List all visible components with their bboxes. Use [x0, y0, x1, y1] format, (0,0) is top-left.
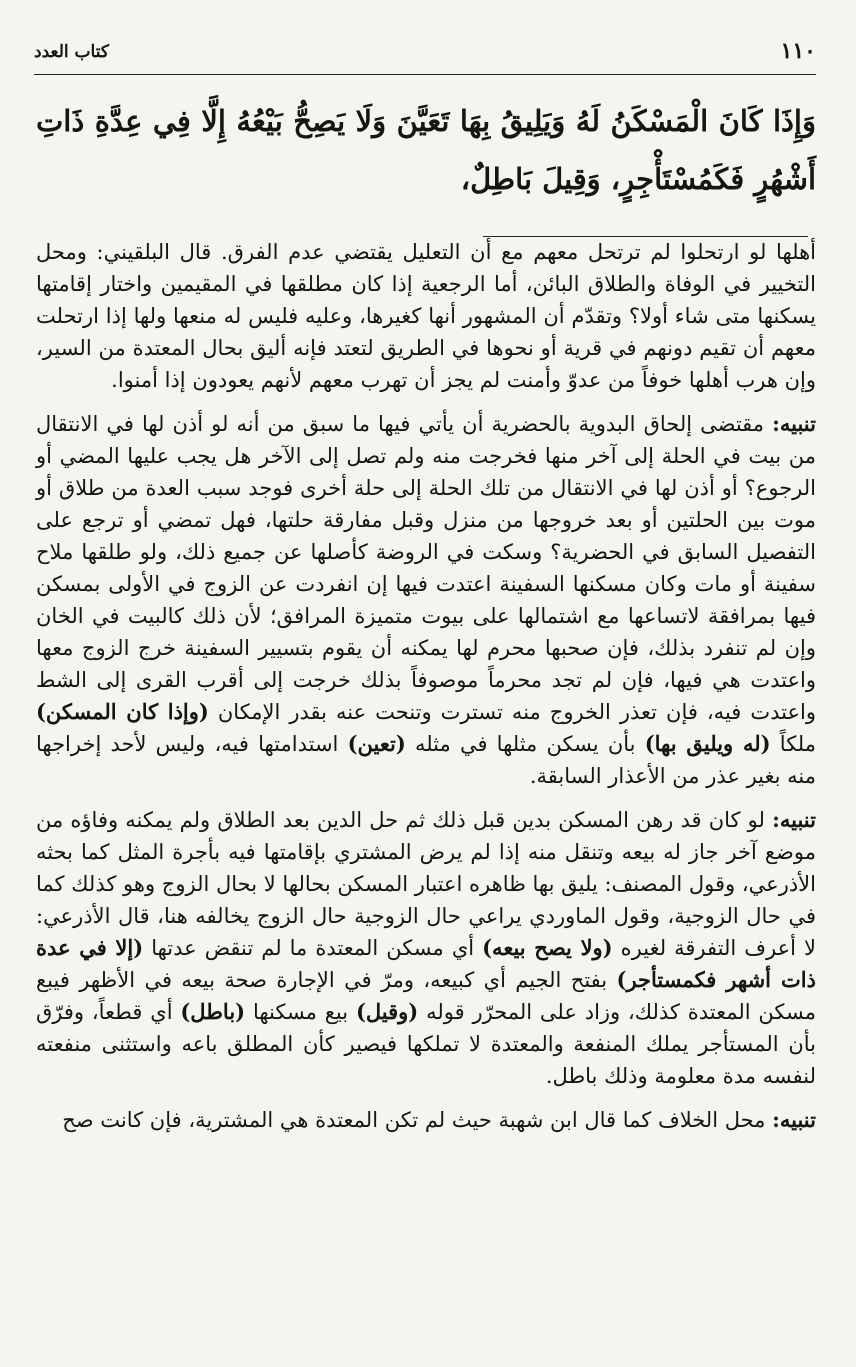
commentary-paragraph [36, 408, 816, 792]
matn-quote: (إلا في عدة ذات أشهر فكمستأجر) [36, 935, 816, 992]
paragraph-text: أهلها لو ارتحلوا لم ترتحل معهم مع أن التعليل يقتضي عدم الفرق. قال البلقيني: ومحل التخيير في الوفاة والطلاق البائن، أما الرجعية إذا كان مطلقها في المقيمين واختار إقامتها يسكنها متى شاء أولا؟ وتقدّم أن المشهور أنها كغيرها، وعليه فليس له منعها ولها إذا ارتحلت معهم أن تقيم دونهم في قرية أو نحوها في الطريق لتعتد فإنه أليق بحال المعتدة من السير، وإن هرب أهلها خوفاً من عدوّ وأمنت لم يجز أن تهرب معهم لأنهم يعودون إذا أمنوا. [36, 240, 816, 392]
header-rule [34, 74, 816, 75]
matn-text: وَإِذَا كَانَ الْمَسْكَنُ لَهُ وَيَلِيقُ بِهَا تَعَيَّنَ وَلَا يَصِحُّ بَيْعُهُ إِلَّا فِي عِدَّةِ ذَاتِ أَشْهُرٍ فَكَمُسْتَأْجِرٍ، وَقِيلَ بَاطِلٌ، [36, 104, 816, 196]
paragraph-text: أي مسكن المعتدة ما لم تنقض عدتها [151, 936, 475, 960]
paragraph-text: استدامتها فيه، وليس لأحد إخراجها منه بغير عذر من الأعذار السابقة. [36, 732, 816, 788]
paragraph-text: بيع مسكنها [252, 1000, 349, 1024]
matn-quote: (وإذا كان المسكن) [36, 699, 209, 724]
matn-quote: (باطل) [180, 999, 246, 1024]
paragraph-text: بفتح الجيم أي كبيعه، ومرّ في الإجارة صحة بيعه في الأظهر فيبع مسكن المعتدة كذلك، وزاد على المحرّر قوله [36, 968, 816, 1024]
running-title: كتاب العدد [34, 42, 109, 62]
matn-quote: (له ويليق بها) [644, 731, 771, 756]
matn-quote: (ولا يصح بيعه) [482, 935, 613, 960]
paragraph-text: أي قطعاً، وفرّق بأن المستأجر يملك المنفعة والمعتدة لا تملكها فيصير كأن المطلق باعه واستثنى منفعته لنفسه مدة معلومة وذلك باطل. [36, 1000, 816, 1088]
paragraph-text: مقتضى إلحاق البدوية بالحضرية أن يأتي فيها ما سبق من أنه لو أذن لها في الانتقال من بيت في الحلة إلى آخر منها فخرجت منه ولم تصل إلى الآخر هل يجب عليها المضي أو الرجوع؟ أو أذن لها في الانتقال من تلك الحلة إلى حلة أخرى فوجد سبب العدة من طلاق أو موت بين الحلتين أو بعد خروجها من منزل وقبل مفارقة حلتها، فهل تمضي أو ترجع على التفصيل السابق في الحضرية؟ وسكت في الروضة كأصلها عن جميع ذلك، ولو طلقها ملاح سفينة أو مات وكان مسكنها السفينة اعتدت فيها إن انفردت عن الزوج في الأولى بمسكن فيها بمرافقة لاتساعها مع اشتمالها على بيوت متميزة المرافق؛ لأن ذلك كالبيت في الخان وإن لم تنفرد بذلك، فإن صحبها محرم لها يمكنه أن يقوم بتسيير السفينة خرج الزوج معها واعتدت هي فيها، فإن لم تجد محرماً موصوفاً بذلك خرجت إلى أقرب القرى إلى الشط واعتدت فيه، فإن تعذر الخروج منه تسترت وتنحت عنه بقدر الإمكان [36, 412, 816, 724]
tanbih-label: تنبيه: [772, 1107, 816, 1132]
commentary-paragraph [36, 1104, 816, 1136]
paragraph-text: محل الخلاف كما قال ابن شهبة حيث لم تكن المعتدة هي المشترية، فإن كانت صح [62, 1108, 766, 1132]
commentary-paragraph [36, 236, 816, 396]
commentary [36, 236, 816, 1136]
tanbih-label: تنبيه: [772, 807, 816, 832]
matn-quote: (وقيل) [355, 999, 419, 1024]
paragraph-text: لو كان قد رهن المسكن بدين قبل ذلك ثم حل الدين بعد الطلاق ولم يمكنه وفاؤه من موضع آخر جاز له بيعه وتنقل منه إذا لم يرض المشتري بإقامتها فيه بأجرة المثل كما بحثه الأذرعي، وقول المصنف: يليق بها ظاهره اعتبار المسكن بحالها لا بحال الزوج وهو كذلك كما في حال الزوجية، وقول الماوردي يراعي حال الزوجية حال الزوج يخالفه هنا، قال الأذرعي: لا أعرف التفرقة لغيره [36, 808, 816, 960]
matn-quote: (تعين) [347, 731, 406, 756]
paragraph-text: ملكاً [779, 732, 816, 756]
tanbih-label: تنبيه: [772, 411, 816, 436]
page-number: ١١٠ [780, 38, 816, 64]
commentary-paragraph [36, 804, 816, 1092]
page-header [34, 34, 816, 74]
paragraph-text: بأن يسكن مثلها في مثله [414, 732, 636, 756]
